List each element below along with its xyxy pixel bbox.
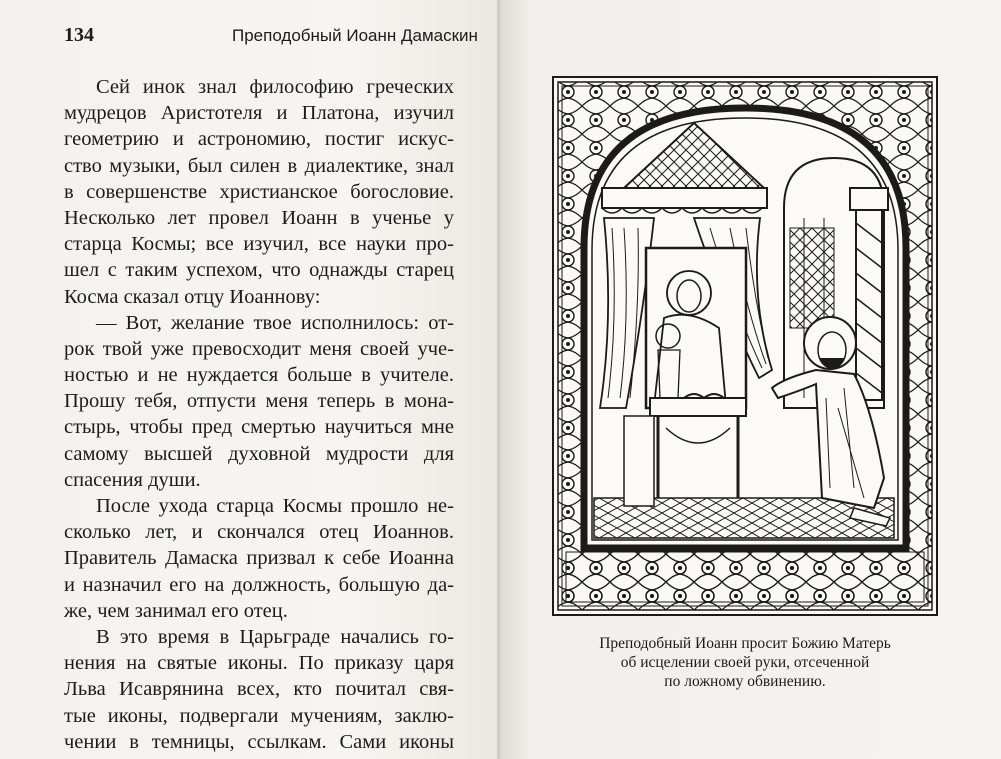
- left-page: [0, 0, 500, 759]
- text-line: Льва Исаврянина всех, кто почитал свя-: [64, 678, 454, 701]
- text-line: Косма сказал отцу Иоаннову:: [64, 285, 321, 308]
- text-line: После ухода старца Космы прошло не-: [96, 495, 454, 517]
- icon-illustration: [552, 76, 938, 616]
- text-line: геометрию и астрономию, постиг искус-: [64, 128, 454, 151]
- text-line: рок твой уже превосходит меня своей уче-: [64, 337, 454, 360]
- text-line: — Вот, желание твое исполнилось: от-: [96, 311, 454, 334]
- text-line: самому высшей духовной мудрости для: [64, 442, 454, 465]
- text-line: и назначил его на должность, большую да-: [64, 573, 454, 596]
- caption-line: Преподобный Иоанн просит Божию Матерь: [599, 635, 891, 652]
- body-text: [64, 74, 454, 755]
- page-number: 134: [64, 24, 94, 46]
- text-line: Прошу тебя, отпусти меня теперь в мона-: [64, 390, 454, 413]
- text-line: старца Космы; все изучил, все науки про-: [64, 233, 454, 256]
- caption-line: по ложному обвинению.: [664, 673, 826, 690]
- text-line: чении в темницы, ссылкам. Сами иконы: [64, 730, 454, 753]
- text-line: Сей инок знал философию греческих: [96, 76, 454, 98]
- figure-caption: [552, 634, 938, 691]
- theotokos-icon: [646, 248, 746, 408]
- text-line: Несколько лет провел Иоанн в ученье у: [64, 206, 454, 229]
- running-title: Преподобный Иоанн Дамаскин: [232, 26, 478, 45]
- text-line: ство музыки, был силен в диалектике, знал: [64, 154, 454, 177]
- text-line: Правитель Дамаска призвал к себе Иоанна: [64, 547, 454, 570]
- text-line: нения на святые иконы. По приказу царя: [64, 652, 454, 675]
- lower-ornament: [566, 552, 924, 602]
- text-line: сколько лет, и скончался отец Иоаннов.: [64, 521, 454, 544]
- text-line: ностью и не нуждается больше в учителе.: [64, 364, 454, 387]
- spiral-column: [850, 188, 888, 400]
- text-line: В это время в Царьграде начались го-: [96, 625, 454, 648]
- illustration-svg: [554, 78, 936, 614]
- text-line: тые иконы, подвергали мучениям, заклю-: [64, 704, 454, 727]
- text-line: же, чем занимал его отец.: [64, 599, 288, 622]
- text-line: шел с таким успехом, что однажды старец: [64, 259, 454, 282]
- text-line: спасения души.: [64, 468, 201, 491]
- text-line: стырь, чтобы пред смертью научиться мне: [64, 416, 454, 439]
- text-line: в совершенстве христианское богословие.: [64, 180, 454, 203]
- caption-line: об исцелении своей руки, отсеченной: [620, 654, 870, 671]
- text-line: мудрецов Аристотеля и Платона, изучил: [64, 102, 454, 125]
